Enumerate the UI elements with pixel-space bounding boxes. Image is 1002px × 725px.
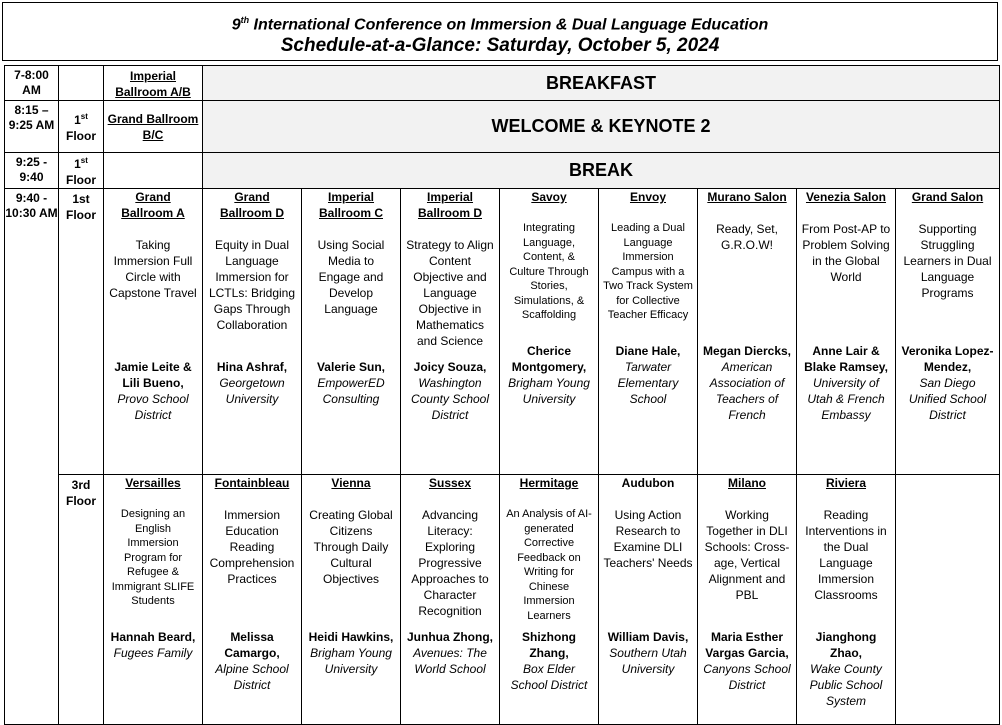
session-title: Designing an English Immersion Program for Refugee & Immigrant SLIFE Students	[111, 508, 195, 607]
session-title: Supporting Struggling Learners in Dual Language Programs	[903, 222, 992, 300]
presenter-name: Heidi Hawkins,	[308, 630, 394, 644]
session-cell-murano-salon	[698, 189, 797, 475]
break-time: 9:25 - 9:40	[5, 153, 59, 189]
session-title: Strategy to Align Content Objective and Language Objective in Mathematics and Science	[406, 238, 494, 348]
session-title: Ready, Set, G.R.O.W!	[716, 222, 778, 252]
session-cell-savoy	[500, 189, 599, 475]
presenter-name: Melissa Camargo,	[224, 630, 280, 660]
presenter-affiliation: Alpine School District	[215, 662, 289, 692]
break-floor: 1st Floor	[59, 153, 104, 189]
session-room: Milano	[728, 476, 766, 490]
presenter-name: Anne Lair & Blake Ramsey,	[804, 344, 888, 374]
presenter-affiliation: Avenues: The World School	[413, 646, 487, 676]
presenter-affiliation: Wake County Public School System	[809, 662, 883, 708]
empty-session-cell	[896, 475, 1000, 725]
break-room	[104, 153, 203, 189]
presenter-affiliation: Provo School District	[117, 392, 189, 422]
presenter-name: William Davis,	[607, 630, 689, 644]
third-floor-sessions-row	[5, 475, 1000, 725]
presenter-affiliation: Fugees Family	[113, 646, 193, 660]
presenter-name: Jianghong Zhao,	[815, 630, 877, 660]
break-row	[5, 153, 1000, 189]
presenter	[603, 629, 693, 677]
presenter-affiliation: Canyons School District	[703, 662, 791, 692]
third-floor-label: 3rd Floor	[59, 475, 104, 725]
session-title: Taking Immersion Full Circle with Capstone Travel	[109, 238, 197, 300]
keynote-row	[5, 101, 1000, 153]
conference-title	[3, 11, 997, 34]
session-cell-fontainbleau	[203, 475, 302, 725]
session-cell-venezia-salon	[797, 189, 896, 475]
session-room: Hermitage	[519, 476, 579, 490]
presenter-name: Veronika Lopez-Mendez,	[901, 344, 994, 374]
presenter-affiliation: Brigham Young University	[310, 646, 392, 676]
breakfast-label: BREAKFAST	[203, 66, 1000, 101]
title-ordinal: 9	[231, 16, 241, 34]
presenter	[405, 629, 495, 677]
session-room: Imperial Ballroom C	[318, 190, 383, 220]
presenter-name: Megan Diercks,	[702, 344, 792, 358]
session-cell-grand-ballroom-a	[104, 189, 203, 475]
session-room: Grand Ballroom D	[219, 190, 284, 220]
presenter	[702, 629, 792, 693]
presenter-name: Maria Esther Vargas Garcia,	[705, 630, 789, 660]
presenter-affiliation: University of Utah & French Embassy	[807, 376, 885, 422]
session-cell-imperial-ballroom-d	[401, 189, 500, 475]
session-cell-versailles	[104, 475, 203, 725]
session-title: Using Action Research to Examine DLI Teachers' Needs	[603, 508, 693, 570]
presenter-name: Junhua Zhong,	[407, 630, 493, 644]
presenter-name: Hina Ashraf,	[216, 360, 288, 374]
presenter	[207, 629, 297, 693]
presenter-affiliation: Southern Utah University	[609, 646, 687, 676]
page-header	[2, 2, 998, 61]
session-title: An Analysis of AI-generated Corrective Feedback on Writing for Chinese Immersion Learners	[506, 508, 592, 622]
session-title: Creating Global Citizens Through Daily Cultural Objectives	[309, 508, 393, 586]
session-title: Equity in Dual Language Immersion for LCTLs: Bridging Gaps Through Collaboration	[208, 238, 296, 332]
presenter	[603, 343, 693, 407]
keynote-room: Grand Ballroom B/C	[104, 101, 203, 153]
schedule-subtitle: Schedule-at-a-Glance: Saturday, October 5, 2024	[280, 35, 720, 57]
presenter-name: Cherice Montgomery,	[511, 344, 587, 374]
session-title: Working Together in DLI Schools: Cross-age, Vertical Alignment and PBL	[704, 508, 790, 602]
session-title: Using Social Media to Engage and Develop Language	[317, 238, 385, 316]
presenter-affiliation: Box Elder School District	[510, 662, 588, 692]
session-cell-riviera	[797, 475, 896, 725]
breakfast-time: 7-8:00 AM	[5, 66, 59, 101]
session-room: Murano Salon	[707, 190, 787, 204]
session-room: Riviera	[825, 476, 867, 490]
presenter	[504, 629, 594, 693]
session-time: 9:40 - 10:30 AM	[5, 189, 59, 725]
presenter-affiliation: Washington County School District	[410, 376, 490, 422]
presenter	[207, 359, 297, 407]
session-room: Savoy	[531, 190, 567, 204]
presenter	[801, 629, 891, 709]
session-room: Audubon	[621, 476, 675, 490]
first-floor-label: 1st Floor	[59, 189, 104, 475]
session-cell-vienna	[302, 475, 401, 725]
title-rest: International Conference on Immersion & Dual Language Education	[249, 16, 769, 34]
breakfast-room: Imperial Ballroom A/B	[104, 66, 203, 101]
session-title: Immersion Education Reading Comprehension Practices	[209, 508, 295, 586]
presenter-affiliation: Tarwater Elementary School	[617, 360, 679, 406]
session-cell-grand-ballroom-d	[203, 189, 302, 475]
presenter	[306, 629, 396, 677]
session-cell-sussex	[401, 475, 500, 725]
presenter-name: Shizhong Zhang,	[522, 630, 576, 660]
breakfast-row	[5, 66, 1000, 101]
presenter-name: Hannah Beard,	[110, 630, 196, 644]
session-room: Grand Ballroom A	[121, 190, 185, 220]
presenter-name: Valerie Sun,	[316, 360, 386, 374]
session-cell-audubon	[599, 475, 698, 725]
session-room: Vienna	[331, 476, 371, 490]
presenter-affiliation: San Diego Unified School District	[908, 376, 987, 422]
presenter-name: Diane Hale,	[615, 344, 681, 358]
presenter-affiliation: Brigham Young University	[508, 376, 590, 406]
session-title: Reading Interventions in the Dual Language Immersion Classrooms	[805, 508, 887, 602]
presenter-affiliation: EmpowerED Consulting	[317, 376, 385, 406]
breakfast-floor	[59, 66, 104, 101]
session-room: Imperial Ballroom D	[417, 190, 482, 220]
keynote-time: 8:15 – 9:25 AM	[5, 101, 59, 153]
session-cell-milano	[698, 475, 797, 725]
session-room: Versailles	[125, 476, 181, 490]
presenter-affiliation: American Association of Teachers of French	[709, 360, 785, 422]
presenter-name: Joicy Souza,	[413, 360, 487, 374]
session-room: Sussex	[428, 476, 472, 490]
presenter	[504, 343, 594, 407]
schedule-table	[4, 65, 1000, 725]
session-cell-hermitage	[500, 475, 599, 725]
session-title: Advancing Literacy: Exploring Progressive Approaches to Character Recognition	[411, 508, 489, 618]
keynote-floor: 1st Floor	[59, 101, 104, 153]
session-room: Fontainbleau	[214, 476, 290, 490]
keynote-label: WELCOME & KEYNOTE 2	[203, 101, 1000, 153]
title-ordinal-suffix: th	[240, 15, 250, 25]
session-title: From Post-AP to Problem Solving in the Global World	[801, 222, 891, 284]
presenter-name: Jamie Leite & Lili Bueno,	[114, 360, 192, 390]
session-cell-envoy	[599, 189, 698, 475]
session-cell-imperial-ballroom-c	[302, 189, 401, 475]
session-room: Venezia Salon	[805, 190, 887, 204]
session-cell-grand-salon	[896, 189, 1000, 475]
presenter	[702, 343, 792, 423]
session-room: Envoy	[629, 190, 666, 204]
session-room: Grand Salon	[911, 190, 984, 204]
presenter	[306, 359, 396, 407]
presenter-affiliation: Georgetown University	[219, 376, 285, 406]
presenter	[108, 629, 198, 661]
presenter	[900, 343, 995, 423]
first-floor-sessions-row	[5, 189, 1000, 475]
session-title: Leading a Dual Language Immersion Campus with a Two Track System for Collective Teacher Efficacy	[603, 222, 693, 321]
session-title: Integrating Language, Content, & Culture Through Stories, Simulations, & Scaffolding	[509, 222, 589, 321]
break-label: BREAK	[203, 153, 1000, 189]
presenter	[108, 359, 198, 423]
presenter	[801, 343, 891, 423]
presenter	[405, 359, 495, 423]
